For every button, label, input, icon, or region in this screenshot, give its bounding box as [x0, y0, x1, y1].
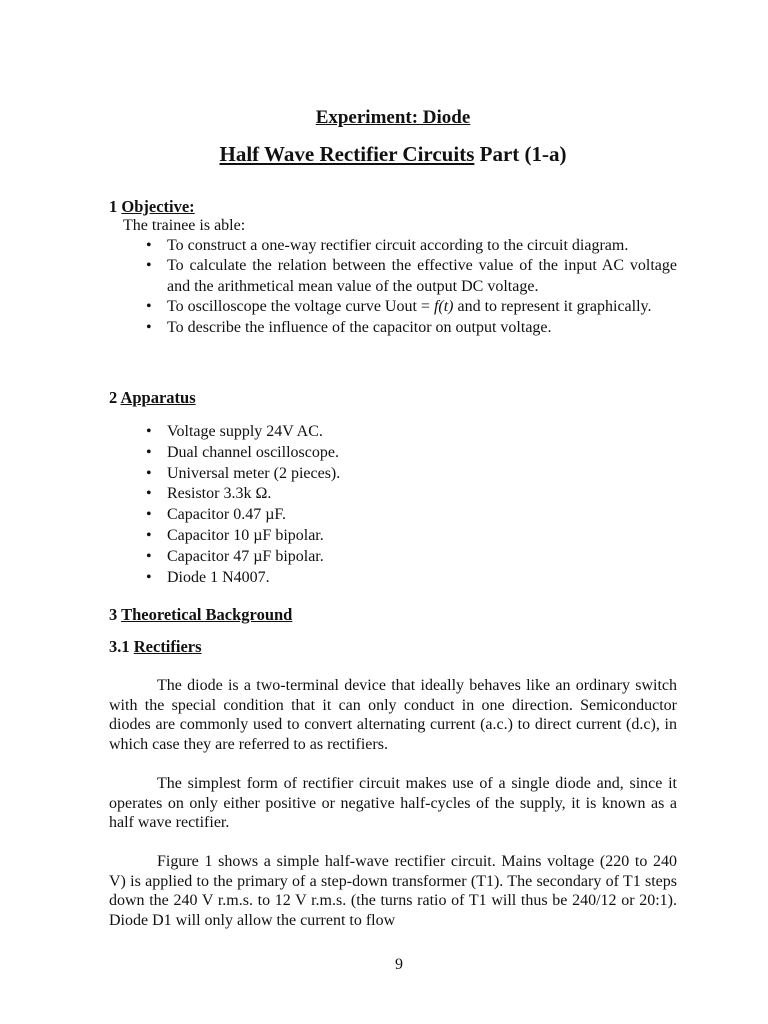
list-item-text: Capacitor 47 µF bipolar.	[167, 547, 324, 565]
list-item	[147, 484, 677, 505]
list-item	[147, 526, 677, 547]
page-title-main: Half Wave Rectifier Circuits	[219, 142, 475, 166]
page-title-part: Part (1-a)	[479, 142, 567, 166]
section-number: 1	[109, 197, 118, 216]
bullet-icon: •	[146, 318, 152, 336]
experiment-title: Experiment: Diode	[315, 107, 471, 128]
subsection-rectifiers-heading	[109, 637, 202, 657]
section-number: 3	[109, 605, 118, 624]
list-item	[147, 547, 677, 568]
list-item	[147, 443, 677, 464]
list-item-text: Dual channel oscilloscope.	[167, 443, 339, 461]
objective-list	[147, 236, 677, 338]
bullet-icon: •	[146, 568, 152, 586]
objective-intro: The trainee is able:	[123, 217, 246, 234]
bullet-icon: •	[146, 237, 152, 254]
list-item-text: To calculate the relation between the effective value of the input AC voltage and the arithmetical mean value of the output DC voltage.	[167, 257, 677, 295]
list-item-text-after: and to represent it graphically.	[453, 298, 652, 316]
bullet-icon: •	[146, 464, 152, 482]
list-item	[147, 505, 677, 526]
list-item	[147, 297, 677, 317]
bullet-icon: •	[146, 547, 152, 565]
section-title: Theoretical Background	[121, 605, 293, 624]
paragraph: The diode is a two-terminal device that ideally behaves like an ordinary switch with the special condition that it can only conduct in one direction. Semiconductor diodes are commonly used to convert alternating current (a.c.) to direct current (d.c), in which case they are referred to as rectifiers.	[109, 677, 677, 753]
list-item-text: To construct a one-way rectifier circuit according to the circuit diagram.	[167, 237, 629, 254]
list-item-text: Resistor 3.3k Ω.	[167, 485, 272, 503]
paragraph: The simplest form of rectifier circuit makes use of a single diode and, since it operates on only either positive or negative half-cycles of the supply, it is known as a half wave rectifier.	[109, 775, 677, 832]
list-item	[147, 318, 677, 338]
section-apparatus-heading	[109, 388, 196, 408]
bullet-icon: •	[146, 423, 152, 440]
bullet-icon: •	[146, 298, 152, 316]
section-objective-heading	[109, 197, 195, 217]
list-item-text-before: To oscilloscope the voltage curve Uout =	[167, 298, 434, 316]
bullet-icon: •	[146, 443, 152, 461]
list-item	[147, 256, 677, 297]
bullet-icon: •	[146, 506, 152, 524]
bullet-icon: •	[146, 485, 152, 503]
paragraph: Figure 1 shows a simple half-wave rectifier circuit. Mains voltage (220 to 240 V) is applied to the primary of a step-down transformer (T1). The secondary of T1 steps down the 240 V r.m.s. to 12 V r.m.s. (the turns ratio of T1 will thus be 240/12 or 20:1). Diode D1 will only allow the current to flow	[109, 853, 677, 929]
list-item	[147, 464, 677, 485]
subsection-number: 3.1	[109, 637, 130, 656]
list-item-text: Diode 1 N4007.	[167, 568, 270, 586]
list-item-text: Universal meter (2 pieces).	[167, 464, 341, 482]
subsection-title: Rectifiers	[133, 637, 202, 656]
page-number: 9	[395, 956, 403, 973]
list-item	[147, 236, 677, 256]
page-title	[0, 142, 768, 167]
list-item-text: Capacitor 10 µF bipolar.	[167, 526, 324, 544]
bullet-icon: •	[146, 257, 152, 275]
section-number: 2	[109, 388, 118, 407]
list-item	[147, 568, 677, 589]
apparatus-list	[147, 422, 677, 588]
list-item	[147, 422, 677, 443]
list-item-text: Voltage supply 24V AC.	[167, 423, 323, 440]
section-theory-heading	[109, 605, 292, 625]
section-title: Objective:	[121, 197, 195, 216]
section-title: Apparatus	[120, 388, 196, 407]
bullet-icon: •	[146, 526, 152, 544]
list-item-text: Capacitor 0.47 µF.	[167, 506, 287, 524]
list-item-text: To describe the influence of the capacitor on output voltage.	[167, 318, 552, 336]
function-notation: f(t)	[433, 298, 454, 316]
